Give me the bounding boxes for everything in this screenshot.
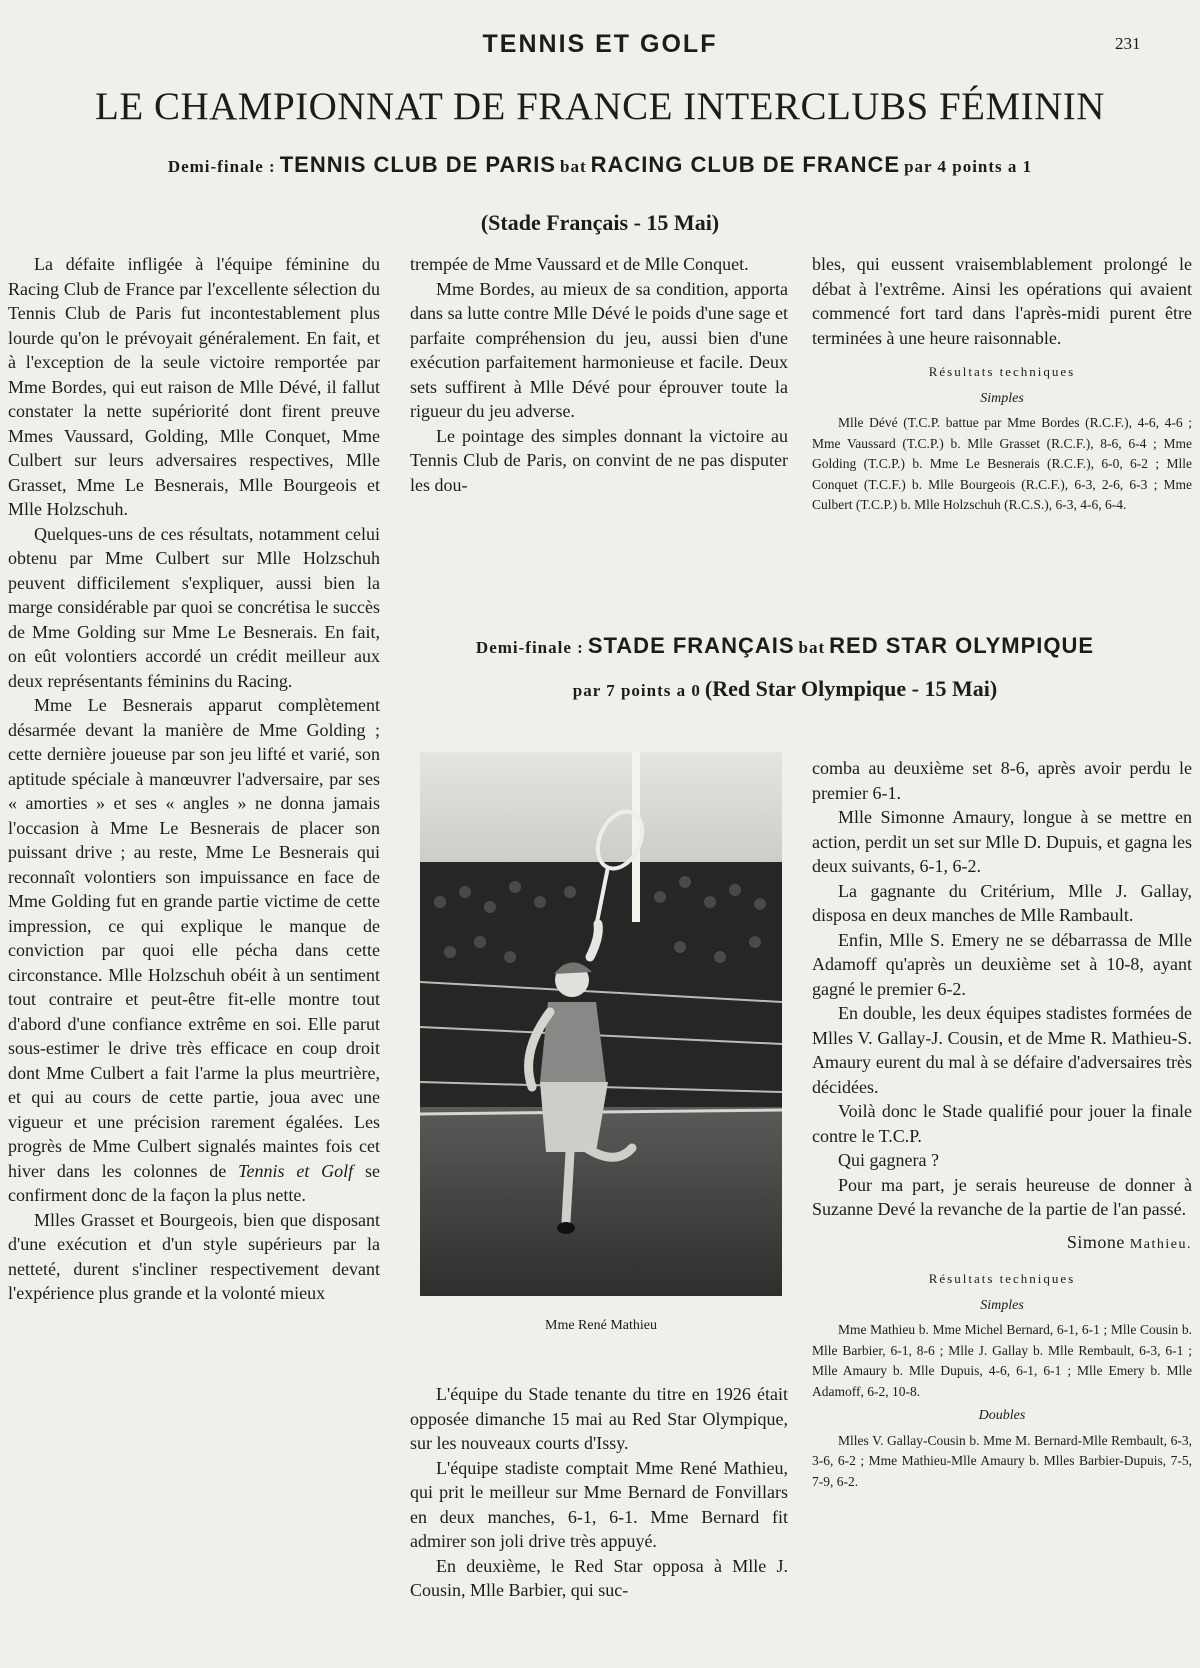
column-3	[812, 252, 1192, 516]
page-number: 231	[1115, 34, 1141, 53]
tennis-player-illustration	[420, 752, 782, 1296]
paragraph: Enfin, Mlle S. Emery ne se débarrassa de Mlle Adamoff qu'après un deuxième set à 10-8, ayant gagné le premier 6-2.	[812, 929, 1192, 999]
paragraph-text: se confirment donc de la façon la plus nette.	[8, 1160, 381, 1205]
paragraph: trempée de Mme Vaussard et de Mlle Conquet.	[410, 254, 749, 274]
match1-team-a: TENNIS CLUB DE PARIS	[279, 152, 556, 177]
column-2	[410, 252, 788, 497]
column-2-lower	[410, 1382, 788, 1603]
paragraph: Voilà donc le Stade qualifié pour jouer la finale contre le T.C.P.	[812, 1101, 1192, 1146]
author-last-name: Mathieu.	[1129, 1236, 1192, 1252]
match2-heading	[400, 633, 1170, 659]
paragraph-text: Mme Le Besnerais apparut complètement désarmée devant la manière de Mme Golding ; cette dernière joueuse par son jeu lifté et varié, son aptitude spéciale à manœuvrer l'adversaire, par ses « amorties » et ses « angles » ne donna jamais l'occasion à Mme Le Besnerais de placer son puissant drive ; au reste, Mme Le Besnerais qui reconnaît volontiers son impuissance en face de Mme Golding fut en grande partie victime de cette impression, ce qui explique le manque de conviction par quoi elle pécha dans cette circonstance. Mlle Holzschuh obéit à un sentiment tout contraire et peut-être fit-elle montre tout d'abord d'une confiance extrême en soi. Elle parut sous-estimer le drive très efficace en coup droit dont Mme Culbert a fait l'arme la plus meurtrière, et qui au cours de cette partie, joua avec une vigueur et une précision rarement égalées. Les progrès de Mme Culbert signalés maintes fois cet hiver dans les colonnes de	[8, 695, 380, 1181]
match2-label: Demi-finale :	[475, 638, 584, 657]
match1-heading	[40, 152, 1160, 178]
paragraph: La gagnante du Critérium, Mlle J. Gallay, disposa en deux manches de Mlle Rambault.	[812, 880, 1192, 925]
paragraph: Mme Bordes, au mieux de sa condition, apporta dans sa lutte contre Mlle Dévé le poids d'une sage et parfaite compréhension du jeu, aussi bien d'une exécution parfaitement harmonieuse et facile. Deux sets suffirent à Mlle Dévé pour éprouver toute la rigueur du jeu adverse.	[410, 278, 788, 421]
results-heading: Résultats techniques	[928, 364, 1076, 379]
paragraph: bles, qui eussent vraisemblablement prolongé le débat à l'extrême. Ainsi les opérations qui avaient commencé fort tard dans l'après-midi purent être terminées à une heure raisonnable.	[812, 254, 1192, 348]
results-text: Mlle Dévé (T.C.P. battue par Mme Bordes (R.C.F.), 4-6, 4-6 ; Mme Vaussard (T.C.P.) b. Mlle Grasset (R.C.F.), 8-6, 6-4 ; Mme Golding (T.C.P.) b. Mme Le Besnerais (R.C.F.), 6-0, 6-2 ; Mlle Conquet (T.C.F.) b. Mlle Bourgeois (R.C.F.), 6-3, 2-6, 6-3 ; Mme Culbert (T.C.P.) b. Mlle Holzschuh (R.C.S.), 6-3, 4-6, 6-4.	[812, 415, 1192, 512]
paragraph: L'équipe stadiste comptait Mme René Mathieu, qui prit le meilleur sur Mme Bernard de Fonvillars en deux manches, 6-1, 6-1. Mme Bernard fit admirer son joli drive très appuyé.	[410, 1457, 788, 1551]
article-title: LE CHAMPIONNAT DE FRANCE INTERCLUBS FÉMININ	[95, 85, 1105, 128]
paragraph: comba au deuxième set 8-6, après avoir perdu le premier 6-1.	[812, 758, 1192, 803]
paragraph: Pour ma part, je serais heureuse de donner à Suzanne Devé la revanche de la partie de l'an passé.	[812, 1174, 1192, 1219]
match1-label: Demi-finale :	[167, 157, 276, 176]
paragraph: La défaite infligée à l'équipe féminine du Racing Club de France par l'excellente sélection du Tennis Club de Paris fut incontestablement plus lourde qu'on le prévoyait généralement. En fait, et à l'exception de la seule victoire remportée par Mme Bordes, qui eut raison de Mlle Dévé, il fallut constater la nette supériorité dont firent preuve Mmes Vaussard, Golding, Mlle Conquet, Mme Culbert sur leurs adversaires respectives, Mlle Grasset, Mme Le Besnerais, Mlle Bourgeois et Mlle Holzschuh.	[8, 254, 380, 519]
paragraph: Mlle Simonne Amaury, longue à se mettre en action, perdit un set sur Mlle D. Dupuis, et gagna les deux suivants, 6-1, 6-2.	[812, 807, 1192, 876]
paragraph	[8, 693, 380, 1208]
paragraph: En deuxième, le Red Star opposa à Mlle J. Cousin, Mlle Barbier, qui suc-	[410, 1555, 788, 1600]
match2-team-b: RED STAR OLYMPIQUE	[829, 633, 1095, 658]
match1-score: par 4 points a 1	[904, 157, 1033, 176]
column-1	[8, 252, 380, 1306]
paragraph: En double, les deux équipes stadistes formées de Mlles V. Gallay-J. Cousin, et de Mme R. Mathieu-S. Amaury eurent du mal à se défaire d'adversaires très décidées.	[812, 1003, 1192, 1097]
match2-score: par 7 points a 0	[572, 681, 701, 700]
results-doubles: Mlles V. Gallay-Cousin b. Mme M. Bernard-Mlle Rembault, 6-3, 3-6, 6-2 ; Mme Mathieu-Mlle Amaury b. Mlles Barbier-Dupuis, 7-5, 7-9, 6-2.	[812, 1432, 1192, 1489]
author-signature	[812, 1230, 1192, 1258]
paragraph: Quelques-uns de ces résultats, notamment celui obtenu par Mme Culbert sur Mlle Holzschuh peuvent difficilement s'expliquer, aussi bien la marge considérable par quoi se concrétisa le succès de Mme Golding sur Mme Le Besnerais. En fait, on eût volontiers accordé un crédit meilleur aux deux représentants féminins du Racing.	[8, 523, 380, 691]
paragraph: L'équipe du Stade tenante du titre en 1926 était opposée dimanche 15 mai au Red Star Olympique, sur les nouveaux courts d'Issy.	[410, 1384, 788, 1453]
match2-venue-date: (Red Star Olympique - 15 Mai)	[704, 676, 998, 701]
paragraph: Le pointage des simples donnant la victoire au Tennis Club de Paris, on convint de ne pas disputer les dou-	[410, 425, 788, 495]
paragraph: Mlles Grasset et Bourgeois, bien que disposant d'une exécution et d'un style supérieurs par la netteté, durent s'incliner respectivement devant l'expérience plus grande et la volonté mieux	[8, 1209, 380, 1303]
match2-team-a: STADE FRANÇAIS	[587, 633, 795, 658]
results-heading: Résultats techniques	[928, 1271, 1076, 1286]
results-doubles-label: Doubles	[978, 1408, 1026, 1423]
paragraph: Qui gagnera ?	[838, 1150, 939, 1170]
results-simples: Mme Mathieu b. Mme Michel Bernard, 6-1, 6-1 ; Mlle Cousin b. Mlle Barbier, 6-1, 8-6 ; Mlle J. Gallay b. Mlle Rembault, 6-3, 6-1 ; Mlle Amaury b. Mlle Dupuis, 4-6, 6-1, 6-1 ; Mlle Emery b. Mlle Adamoff, 6-2, 10-8.	[812, 1322, 1192, 1399]
match2-subheading	[400, 676, 1170, 702]
column-3-lower	[812, 756, 1192, 1492]
journal-name: Tennis et Golf	[238, 1160, 354, 1181]
results-subheading: Simples	[980, 390, 1024, 406]
player-photo	[420, 752, 782, 1296]
author-first-name: Simone	[1066, 1231, 1125, 1252]
results-simples-label: Simples	[980, 1297, 1024, 1313]
photo-caption: Mme René Mathieu	[545, 1318, 657, 1333]
match2-verb: bat	[798, 638, 826, 657]
match1-verb: bat	[559, 157, 587, 176]
match1-team-b: RACING CLUB DE FRANCE	[590, 152, 901, 177]
running-title: TENNIS ET GOLF	[482, 30, 718, 58]
match1-venue-date: (Stade Français - 15 Mai)	[480, 210, 720, 235]
